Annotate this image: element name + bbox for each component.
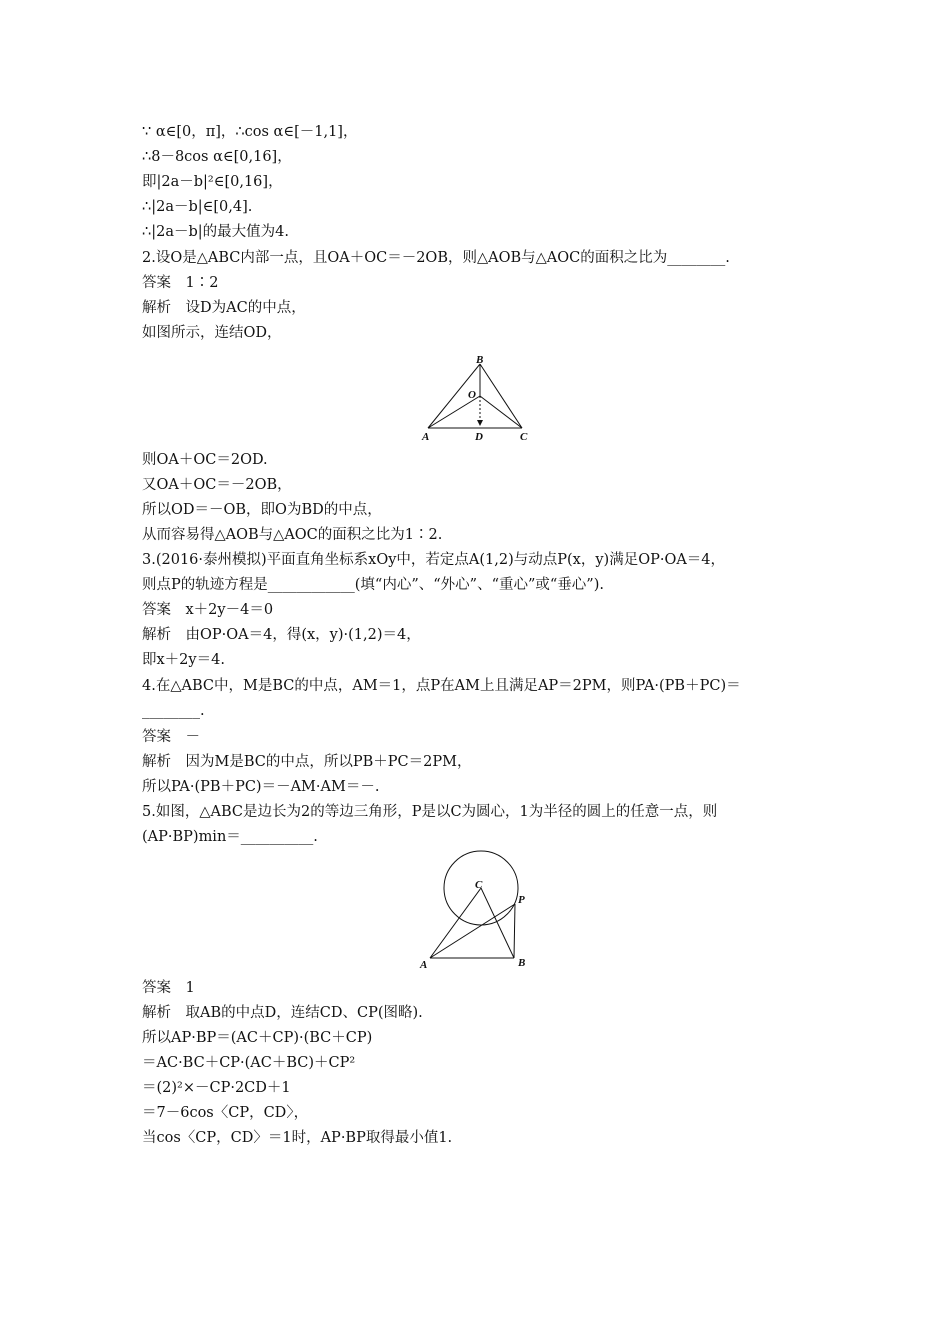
text-line: 则OA＋OC＝2OD. (142, 452, 268, 468)
label-o: O (468, 389, 476, 401)
label-a: A (420, 959, 428, 971)
text-line: ∵ α∈[0，π]，∴cos α∈[－1,1]， (142, 124, 358, 140)
analysis-5: 解析 取AB的中点D，连结CD、CP(图略). (142, 1005, 423, 1021)
text-line: ∴|2a－b|∈[0,4]. (142, 199, 253, 215)
problem-5-cont: (AP·BP)min＝__________. (142, 829, 318, 845)
text-line: 即x＋2y＝4. (142, 652, 225, 668)
label-a: A (422, 431, 430, 443)
text-line: 即|2a－b|²∈[0,16]， (142, 174, 283, 190)
text-line: 又OA＋OC＝－2OB， (142, 477, 292, 493)
answer-4: 答案 － (142, 729, 200, 745)
answer-5: 答案 1 (142, 980, 195, 996)
triangle-figure (418, 352, 533, 444)
label-c: C (475, 879, 483, 891)
text-line: ∴|2a－b|的最大值为4. (142, 224, 289, 240)
text-line: 所以OD＝－OB，即O为BD的中点， (142, 502, 382, 518)
analysis-3: 解析 由OP·OA＝4，得(x，y)·(1,2)＝4， (142, 627, 421, 643)
label-b: B (518, 957, 526, 969)
problem-5: 5.如图，△ABC是边长为2的等边三角形，P是以C为圆心，1为半径的圆上的任意一点，则 (142, 804, 718, 820)
problem-3-cont: 则点P的轨迹方程是____________(填“内心”、“外心”、“重心”或“垂心”). (142, 577, 604, 593)
text-line: ＝AC·BC＋CP·(AC＋BC)＋CP² (142, 1055, 356, 1071)
text-line: 如图所示，连结OD， (142, 325, 282, 341)
text-line: 当cos〈CP，CD〉＝1时，AP·BP取得最小值1. (142, 1130, 453, 1146)
answer-2: 答案 1∶2 (142, 275, 219, 291)
text-line: 所以PA·(PB＋PC)＝－AM·AM＝－. (142, 779, 380, 795)
problem-4-cont: ________. (142, 703, 205, 719)
problem-2: 2.设O是△ABC内部一点，且OA＋OC＝－2OB，则△AOB与△AOC的面积之比为________. (142, 250, 730, 266)
text-line: ∴8－8cos α∈[0,16]， (142, 149, 292, 165)
label-d: D (475, 431, 483, 443)
text-line: 从而容易得△AOB与△AOC的面积之比为1∶2. (142, 527, 443, 543)
text-line: ＝7－6cos〈CP，CD〉， (142, 1105, 309, 1121)
analysis-4: 解析 因为M是BC的中点，所以PB＋PC＝2PM， (142, 754, 472, 770)
circle-triangle-figure (414, 848, 536, 972)
label-c: C (520, 431, 528, 443)
problem-3: 3.(2016·泰州模拟)平面直角坐标系xOy中，若定点A(1,2)与动点P(x，y)满足OP·OA＝4， (142, 552, 726, 568)
label-p: P (518, 894, 525, 906)
problem-4: 4.在△ABC中，M是BC的中点，AM＝1，点P在AM上且满足AP＝2PM，则PA·(PB＋PC)＝ (142, 678, 741, 694)
analysis-2: 解析 设D为AC的中点， (142, 300, 306, 316)
text-line: ＝(2)²×－CP·2CD＋1 (142, 1080, 291, 1096)
answer-3: 答案 x＋2y－4＝0 (142, 602, 274, 618)
label-b: B (476, 354, 484, 366)
text-line: 所以AP·BP＝(AC＋CP)·(BC＋CP) (142, 1030, 373, 1046)
